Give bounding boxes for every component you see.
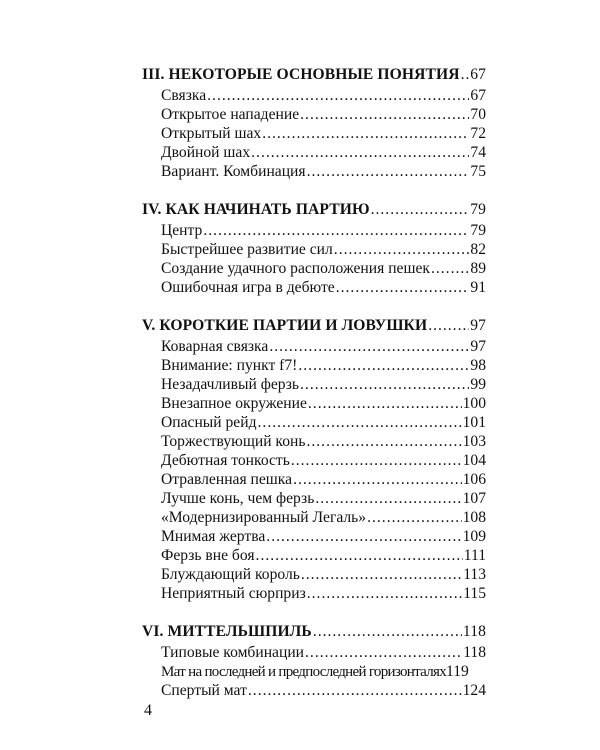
toc-entry: [142, 259, 486, 278]
leader-dots: [248, 681, 462, 700]
toc-entry: [142, 527, 486, 546]
entry-page: 91: [470, 279, 486, 296]
entry-page: 108: [462, 509, 486, 526]
entry-title: Торжествующий конь: [161, 433, 306, 450]
leader-dots: [291, 451, 462, 470]
entry-page: 72: [470, 125, 486, 142]
leader-dots: [306, 432, 461, 451]
toc-entry: [142, 86, 486, 105]
entry-page: 118: [463, 644, 486, 661]
entry-page: 100: [462, 395, 486, 412]
chapter-entry: [142, 315, 486, 337]
entry-page: 115: [463, 585, 486, 602]
entry-page: 98: [470, 357, 486, 374]
entry-title: Ошибочная игра в дебюте: [161, 279, 335, 296]
entry-page: 70: [470, 106, 486, 123]
leader-dots: [313, 621, 462, 643]
leader-dots: [293, 470, 462, 489]
chapter-page: 67: [470, 66, 486, 83]
toc-entry: [142, 662, 486, 681]
entry-title: Мнимая жертва: [161, 528, 266, 545]
leader-dots: [371, 199, 470, 221]
leader-dots: [461, 64, 470, 86]
entry-page: 107: [462, 490, 486, 507]
toc-entry: [142, 643, 486, 662]
leader-dots: [336, 278, 470, 297]
leader-dots: [428, 315, 469, 337]
toc-entry: [142, 124, 486, 143]
toc-entry: [142, 508, 486, 527]
table-of-contents: [142, 64, 486, 718]
toc-entry: [142, 240, 486, 259]
leader-dots: [308, 394, 462, 413]
entry-title: Открытый шах: [161, 125, 262, 142]
toc-entry: [142, 432, 486, 451]
entry-page: 101: [462, 414, 486, 431]
entry-title: Дебютная тонкость: [161, 452, 290, 469]
leader-dots: [334, 240, 470, 259]
entry-title: Внезапное окружение: [161, 395, 307, 412]
entry-page: 74: [470, 144, 486, 161]
toc-entry: [142, 546, 486, 565]
chapter-title: III. НЕКОТОРЫЕ ОСНОВНЫЕ ПОНЯТИЯ: [142, 66, 460, 83]
entry-title: Неприятный сюрприз: [161, 585, 306, 602]
entry-title: Связка: [161, 87, 207, 104]
entry-page: 75: [470, 163, 486, 180]
entry-page: 113: [463, 566, 486, 583]
entry-page: 97: [470, 338, 486, 355]
entry-title: Отравленная пешка: [161, 471, 293, 488]
entry-page: 99: [470, 376, 486, 393]
entry-title: Внимание: пункт f7!: [161, 357, 298, 374]
toc-entry: [142, 451, 486, 470]
toc-entry: [142, 337, 486, 356]
entry-title: Блуждающий король: [161, 566, 300, 583]
leader-dots: [300, 375, 469, 394]
entry-title: Спертый мат: [161, 682, 247, 699]
toc-entry: [142, 162, 486, 181]
toc-entry: [142, 584, 486, 603]
toc-entry: [142, 489, 486, 508]
entry-title: Опасный рейд: [161, 414, 257, 431]
entry-page: 67: [470, 87, 486, 104]
leader-dots: [300, 105, 469, 124]
toc-entry: [142, 105, 486, 124]
entry-page: 79: [470, 222, 486, 239]
leader-dots: [301, 565, 462, 584]
leader-dots: [307, 162, 470, 181]
chapter-page: 118: [462, 623, 486, 640]
chapter-page: 97: [470, 317, 486, 334]
leader-dots: [298, 356, 469, 375]
entry-title: Ферзь вне боя: [161, 547, 255, 564]
leader-dots: [315, 489, 461, 508]
toc-entry: [142, 565, 486, 584]
chapter-entry: [142, 621, 486, 643]
toc-entry: [142, 394, 486, 413]
entry-title: «Модернизированный Легаль»: [161, 509, 367, 526]
leader-dots: [305, 643, 462, 662]
entry-page: 89: [470, 260, 486, 277]
chapter-entry: [142, 199, 486, 221]
toc-entry: [142, 375, 486, 394]
entry-title: Двойной шах: [161, 144, 251, 161]
entry-title: Быстрейшее развитие сил: [161, 241, 333, 258]
toc-entry: [142, 278, 486, 297]
entry-title: Вариант. Комбинация: [161, 163, 306, 180]
leader-dots: [431, 259, 469, 278]
leader-dots: [307, 584, 462, 603]
chapter-title: V. КОРОТКИЕ ПАРТИИ И ЛОВУШКИ: [142, 317, 428, 334]
entry-page: 119: [446, 663, 469, 680]
leader-dots: [203, 221, 469, 240]
page-number: 4: [144, 702, 152, 719]
entry-title: Открытое нападение: [161, 106, 300, 123]
chapter-title: VI. МИТТЕЛЬШПИЛЬ: [142, 623, 312, 640]
leader-dots: [207, 86, 469, 105]
toc-entry: [142, 221, 486, 240]
toc-entry: [142, 413, 486, 432]
toc-section-3: [142, 64, 486, 181]
entry-page: 111: [463, 547, 486, 564]
toc-entry: [142, 681, 486, 700]
toc-section-4: [142, 199, 486, 297]
leader-dots: [367, 508, 462, 527]
leader-dots: [269, 337, 469, 356]
chapter-title: IV. КАК НАЧИНАТЬ ПАРТИЮ: [142, 201, 370, 218]
toc-section-6: [142, 621, 486, 700]
entry-title: Типовые комбинации: [161, 644, 305, 661]
toc-entry: [142, 470, 486, 489]
entry-title: Коварная связка: [161, 338, 269, 355]
chapter-page: 79: [470, 201, 486, 218]
entry-title: Центр: [161, 222, 203, 239]
entry-title: Незадачливый ферзь: [161, 376, 300, 393]
leader-dots: [258, 413, 462, 432]
leader-dots: [251, 143, 469, 162]
entry-page: 124: [462, 682, 486, 699]
entry-page: 109: [462, 528, 486, 545]
chapter-entry: [142, 64, 486, 86]
toc-entry: [142, 143, 486, 162]
toc-entry: [142, 356, 486, 375]
entry-page: 103: [462, 433, 486, 450]
leader-dots: [256, 546, 463, 565]
toc-section-5: [142, 315, 486, 603]
entry-page: 82: [470, 241, 486, 258]
entry-title: Лучше конь, чем ферзь: [161, 490, 315, 507]
entry-page: 104: [462, 452, 486, 469]
leader-dots: [262, 124, 469, 143]
leader-dots: [266, 527, 461, 546]
entry-page: 106: [462, 471, 486, 488]
entry-title: Мат на последней и предпоследней горизонталях: [161, 664, 447, 680]
entry-title: Создание удачного расположения пешек: [161, 260, 430, 277]
